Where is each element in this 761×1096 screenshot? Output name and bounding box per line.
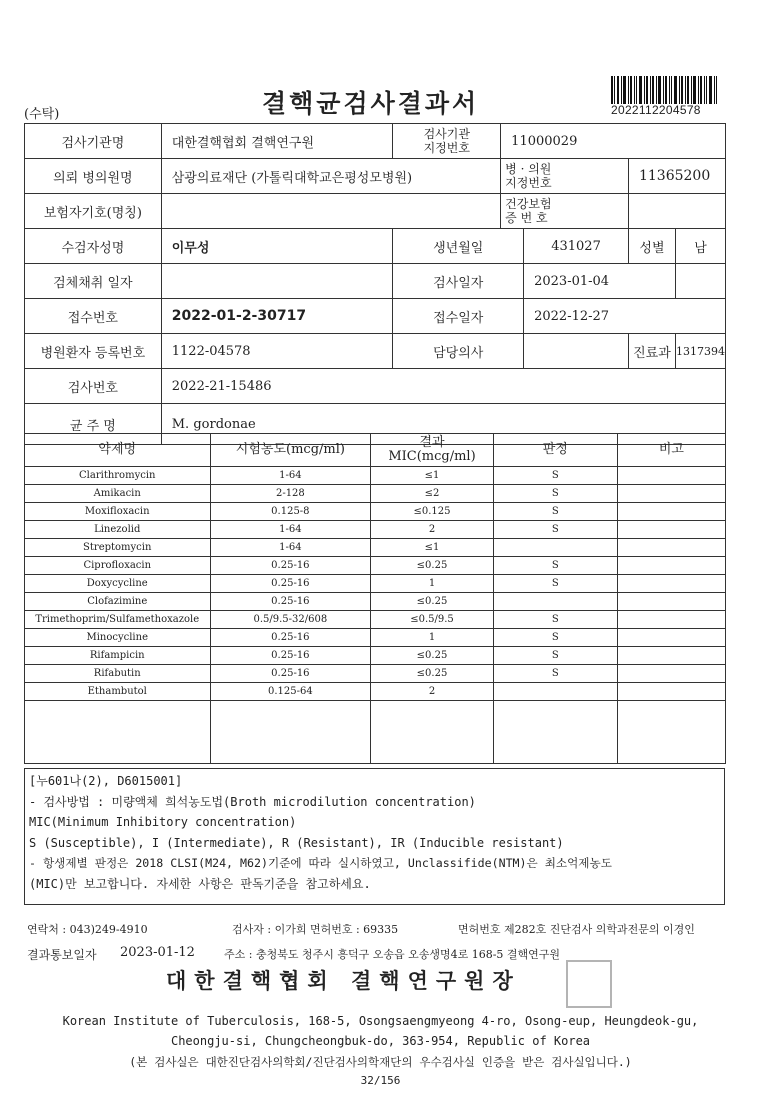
mic-row bbox=[25, 593, 726, 611]
drug-cell: Clarithromycin bbox=[25, 467, 211, 485]
note-line: S (Susceptible), I (Intermediate), R (Resistant), IR (Inducible resistant) bbox=[29, 835, 564, 850]
mic-row bbox=[25, 629, 726, 647]
note-line: - 항생제별 판정은 2018 CLSI(M24, M62)기준에 따라 실시하였고, Unclassifide(NTM)은 최소억제농도 bbox=[29, 856, 612, 870]
certification-note: (본 검사실은 대한진단검사의학회/진단검사의학재단의 우수검사실 인증을 받은 검사실입니다.) bbox=[129, 1055, 632, 1069]
remarks-cell bbox=[617, 521, 725, 539]
note-line: MIC(Minimum Inhibitory concentration) bbox=[29, 815, 297, 829]
drug-cell: Clofazimine bbox=[25, 593, 211, 611]
hospital-label: 의뢰 병의원명 bbox=[25, 159, 162, 194]
concentration-cell: 0.25-16 bbox=[210, 575, 371, 593]
patient-reg-number: 1122-04578 bbox=[161, 334, 393, 369]
concentration-cell: 0.5/9.5-32/608 bbox=[210, 611, 371, 629]
doctor-label: 담당의사 bbox=[393, 334, 524, 369]
blank-cell bbox=[210, 701, 371, 764]
page-number: 32/156 bbox=[360, 1074, 401, 1087]
judgement-cell bbox=[493, 539, 617, 557]
report-date: 2023-01-12 bbox=[120, 945, 195, 960]
drug-cell: Streptomycin bbox=[25, 539, 211, 557]
mic-cell: ≤1 bbox=[371, 467, 494, 485]
receipt-no-label: 접수번호 bbox=[25, 299, 162, 334]
doctor-name bbox=[524, 334, 629, 369]
remarks-cell bbox=[617, 575, 725, 593]
header-remarks: 비고 bbox=[617, 434, 725, 467]
concentration-cell: 1-64 bbox=[210, 467, 371, 485]
remarks-cell bbox=[617, 485, 725, 503]
institute-name: 대한결핵협회 결핵연구원장 bbox=[166, 969, 521, 993]
mic-row bbox=[25, 539, 726, 557]
mic-cell: 1 bbox=[371, 575, 494, 593]
collect-date-label: 검체채취 일자 bbox=[25, 264, 162, 299]
barcode-image bbox=[611, 76, 717, 104]
dept-label: 진료과 bbox=[628, 334, 675, 369]
mic-cell: ≤0.25 bbox=[371, 647, 494, 665]
concentration-cell: 2-128 bbox=[210, 485, 371, 503]
mic-cell: 1 bbox=[371, 629, 494, 647]
lab-name-label: 검사기관명 bbox=[25, 124, 162, 159]
insured-value bbox=[161, 194, 500, 229]
hospital-id: 11365200 bbox=[628, 159, 725, 194]
remarks-cell bbox=[617, 647, 725, 665]
judgement-cell: S bbox=[493, 557, 617, 575]
remarks-cell bbox=[617, 539, 725, 557]
drug-cell: Linezolid bbox=[25, 521, 211, 539]
drug-cell: Rifabutin bbox=[25, 665, 211, 683]
mic-row bbox=[25, 575, 726, 593]
header-test-concentration: 시험농도(mcg/ml) bbox=[210, 434, 371, 467]
patient-name-label: 수검자성명 bbox=[25, 229, 162, 264]
remarks-cell bbox=[617, 557, 725, 575]
mic-row bbox=[25, 611, 726, 629]
mic-row bbox=[25, 503, 726, 521]
blank-cell bbox=[493, 701, 617, 764]
judgement-cell: S bbox=[493, 485, 617, 503]
receipt-date-label: 접수일자 bbox=[393, 299, 524, 334]
address-korean: 주소 : 충청북도 청주시 흥덕구 오송읍 오송생명4로 168-5 결핵연구원 bbox=[224, 948, 561, 961]
test-date-label: 검사일자 bbox=[393, 264, 524, 299]
mic-row bbox=[25, 467, 726, 485]
collect-date bbox=[161, 264, 393, 299]
remarks-cell bbox=[617, 665, 725, 683]
mic-row bbox=[25, 647, 726, 665]
address-english-line1: Korean Institute of Tuberculosis, 168-5, Osongsaengmyeong 4-ro, Osong-eup, Heungdeok-gu, bbox=[62, 1014, 699, 1028]
concentration-cell: 0.25-16 bbox=[210, 665, 371, 683]
drug-cell: Trimethoprim/Sulfamethoxazole bbox=[25, 611, 211, 629]
test-date: 2023-01-04 bbox=[524, 264, 676, 299]
mic-row bbox=[25, 557, 726, 575]
document-title: 결핵균검사결과서 bbox=[262, 89, 480, 118]
sex-value: 남 bbox=[675, 229, 725, 264]
organism-name: M. gordonae bbox=[161, 404, 725, 445]
insured-label: 보험자기호(명칭) bbox=[25, 194, 162, 229]
judgement-cell: S bbox=[493, 611, 617, 629]
judgement-cell: S bbox=[493, 629, 617, 647]
blank-cell bbox=[25, 701, 211, 764]
concentration-cell: 0.25-16 bbox=[210, 557, 371, 575]
insurance-card-label: 건강보험 증 번 호 bbox=[501, 194, 629, 229]
organism-label: 균 주 명 bbox=[25, 404, 162, 445]
judgement-cell: S bbox=[493, 521, 617, 539]
concentration-cell: 1-64 bbox=[210, 539, 371, 557]
blank-cell bbox=[617, 701, 725, 764]
mic-cell: ≤0.25 bbox=[371, 665, 494, 683]
contact-phone: 연락처 : 043)249-4910 bbox=[27, 923, 148, 936]
drug-cell: Doxycycline bbox=[25, 575, 211, 593]
mic-row bbox=[25, 485, 726, 503]
address-english-line2: Cheongju-si, Chungcheongbuk-do, 363-954, Republic of Korea bbox=[170, 1034, 591, 1048]
empty-cell bbox=[675, 264, 725, 299]
concentration-cell: 1-64 bbox=[210, 521, 371, 539]
header-result-mic: 결과 MIC(mcg/ml) bbox=[371, 434, 494, 467]
mic-row bbox=[25, 683, 726, 701]
concentration-cell: 0.25-16 bbox=[210, 629, 371, 647]
receipt-date: 2022-12-27 bbox=[524, 299, 726, 334]
note-line: - 검사방법 : 미량액체 희석농도법(Broth microdilution concentration) bbox=[29, 794, 476, 809]
mic-cell: ≤2 bbox=[371, 485, 494, 503]
drug-cell: Amikacin bbox=[25, 485, 211, 503]
concentration-cell: 0.25-16 bbox=[210, 593, 371, 611]
mic-cell: ≤0.25 bbox=[371, 593, 494, 611]
examiner-info: 검사자 : 이가희 면허번호 : 69335 bbox=[232, 923, 399, 936]
receipt-number: 2022-01-2-30717 bbox=[161, 299, 393, 334]
remarks-cell bbox=[617, 503, 725, 521]
patient-name: 이무성 bbox=[161, 229, 393, 264]
judgement-cell: S bbox=[493, 665, 617, 683]
drug-cell: Ethambutol bbox=[25, 683, 211, 701]
specialist-info: 면허번호 제282호 진단검사 의학과전문의 이경인 bbox=[458, 923, 695, 936]
header-drug: 약제명 bbox=[25, 434, 211, 467]
sex-label: 성별 bbox=[628, 229, 675, 264]
birth-label: 생년월일 bbox=[393, 229, 524, 264]
hospital-id-label: 병 · 의원 지정번호 bbox=[501, 159, 629, 194]
dept-value: 1317394 bbox=[675, 334, 725, 369]
mic-cell: ≤0.25 bbox=[371, 557, 494, 575]
remarks-cell bbox=[617, 629, 725, 647]
mic-cell: ≤1 bbox=[371, 539, 494, 557]
judgement-cell bbox=[493, 593, 617, 611]
judgement-cell: S bbox=[493, 575, 617, 593]
blank-cell bbox=[371, 701, 494, 764]
notes-box bbox=[24, 768, 725, 905]
header-judgement: 판정 bbox=[493, 434, 617, 467]
mic-cell: ≤0.125 bbox=[371, 503, 494, 521]
barcode-number: 2022112204578 bbox=[611, 103, 701, 117]
drug-cell: Rifampicin bbox=[25, 647, 211, 665]
lab-id: 11000029 bbox=[501, 124, 726, 159]
judgement-cell: S bbox=[493, 647, 617, 665]
judgement-cell: S bbox=[493, 503, 617, 521]
remarks-cell bbox=[617, 467, 725, 485]
judgement-cell: S bbox=[493, 467, 617, 485]
concentration-cell: 0.125-64 bbox=[210, 683, 371, 701]
mic-row bbox=[25, 665, 726, 683]
mic-row bbox=[25, 521, 726, 539]
drug-cell: Ciprofloxacin bbox=[25, 557, 211, 575]
test-number: 2022-21-15486 bbox=[161, 369, 725, 404]
note-line: (MIC)만 보고합니다. 자세한 사항은 판독기준을 참고하세요. bbox=[29, 876, 371, 891]
note-line: [누601나(2), D6015001] bbox=[29, 774, 183, 788]
report-date-label: 결과통보일자 bbox=[27, 948, 97, 962]
concentration-cell: 0.25-16 bbox=[210, 647, 371, 665]
mic-cell: 2 bbox=[371, 683, 494, 701]
hospital-name: 삼광의료재단 (가톨릭대학교은평성모병원) bbox=[161, 159, 500, 194]
drug-cell: Minocycline bbox=[25, 629, 211, 647]
concentration-cell: 0.125-8 bbox=[210, 503, 371, 521]
mic-cell: ≤0.5/9.5 bbox=[371, 611, 494, 629]
lab-name: 대한결핵협회 결핵연구원 bbox=[161, 124, 393, 159]
copy-type-label: (수탁) bbox=[24, 107, 60, 122]
official-seal bbox=[566, 960, 612, 1008]
remarks-cell bbox=[617, 593, 725, 611]
remarks-cell bbox=[617, 611, 725, 629]
judgement-cell bbox=[493, 683, 617, 701]
mic-cell: 2 bbox=[371, 521, 494, 539]
insurance-card-value bbox=[628, 194, 725, 229]
mic-results-table bbox=[24, 433, 726, 764]
lab-id-label: 검사기관 지정번호 bbox=[393, 124, 501, 159]
remarks-cell bbox=[617, 683, 725, 701]
drug-cell: Moxifloxacin bbox=[25, 503, 211, 521]
test-no-label: 검사번호 bbox=[25, 369, 162, 404]
patient-reg-label: 병원환자 등록번호 bbox=[25, 334, 162, 369]
patient-info-table bbox=[24, 123, 726, 445]
birth-date: 431027 bbox=[524, 229, 629, 264]
